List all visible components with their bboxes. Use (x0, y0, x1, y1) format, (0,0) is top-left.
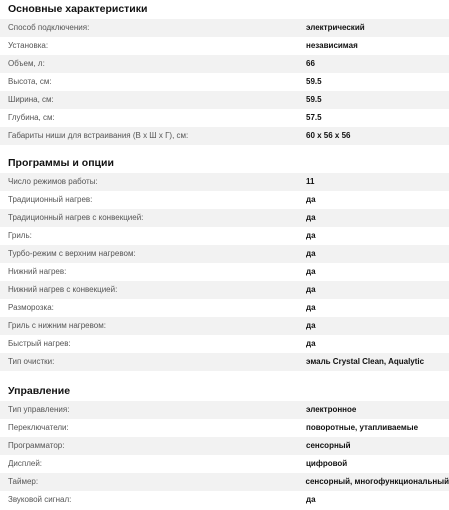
spec-label: Гриль с нижним нагревом: (0, 317, 306, 335)
spec-value: сенсорный (306, 437, 449, 455)
spec-row-programmer (0, 437, 449, 455)
spec-row-installation (0, 37, 449, 55)
spec-row-height (0, 73, 449, 91)
spec-label: Высота, см: (0, 73, 306, 91)
section-programs-options (0, 153, 449, 371)
spec-row-mode-count (0, 173, 449, 191)
spec-value: сенсорный, многофункциональный (306, 473, 449, 491)
spec-value: поворотные, утапливаемые (306, 419, 449, 437)
spec-row-connection (0, 19, 449, 37)
spec-row-defrost (0, 299, 449, 317)
spec-row-switches (0, 419, 449, 437)
spec-value: 11 (306, 173, 449, 191)
spec-label: Нижний нагрев: (0, 263, 306, 281)
spec-value: электронное (306, 401, 449, 419)
spec-row-control-type (0, 401, 449, 419)
spec-label: Переключатели: (0, 419, 306, 437)
spec-label: Таймер: (0, 473, 306, 491)
spec-value: да (306, 209, 449, 227)
spec-label: Нижний нагрев с конвекцией: (0, 281, 306, 299)
spec-value: да (306, 227, 449, 245)
spec-row-traditional-convection (0, 209, 449, 227)
spec-label: Гриль: (0, 227, 306, 245)
spec-value: 66 (306, 55, 449, 73)
spec-value: да (306, 317, 449, 335)
spec-label: Традиционный нагрев с конвекцией: (0, 209, 306, 227)
spec-row-display (0, 455, 449, 473)
section-title: Управление (0, 381, 449, 401)
spec-label: Глубина, см: (0, 109, 306, 127)
spec-label: Традиционный нагрев: (0, 191, 306, 209)
spec-row-sound-signal (0, 491, 449, 509)
spec-value: 57.5 (306, 109, 449, 127)
spec-row-depth (0, 109, 449, 127)
spec-value: да (306, 245, 449, 263)
spec-row-grill-bottom (0, 317, 449, 335)
spec-label: Тип очистки: (0, 353, 306, 371)
spec-value: 59.5 (306, 73, 449, 91)
spec-label: Турбо-режим с верхним нагревом: (0, 245, 306, 263)
spec-value: 59.5 (306, 91, 449, 109)
spec-row-traditional-heating (0, 191, 449, 209)
spec-row-fast-heating (0, 335, 449, 353)
spec-label: Дисплей: (0, 455, 306, 473)
spec-value: независимая (306, 37, 449, 55)
section-title: Основные характеристики (0, 0, 449, 19)
spec-label: Быстрый нагрев: (0, 335, 306, 353)
spec-value: да (306, 299, 449, 317)
spec-row-bottom-heating (0, 263, 449, 281)
spec-row-width (0, 91, 449, 109)
section-title: Программы и опции (0, 153, 449, 173)
spec-label: Установка: (0, 37, 306, 55)
spec-value: да (306, 191, 449, 209)
spec-row-niche-dimensions (0, 127, 449, 145)
spec-label: Объем, л: (0, 55, 306, 73)
section-controls (0, 381, 449, 509)
spec-label: Ширина, см: (0, 91, 306, 109)
spec-row-volume (0, 55, 449, 73)
spec-label: Разморозка: (0, 299, 306, 317)
spec-value: да (306, 335, 449, 353)
spec-row-turbo-top (0, 245, 449, 263)
spec-row-bottom-convection (0, 281, 449, 299)
spec-row-timer (0, 473, 449, 491)
spec-value: да (306, 491, 449, 509)
spec-label: Программатор: (0, 437, 306, 455)
spec-label: Способ подключения: (0, 19, 306, 37)
section-main-characteristics (0, 0, 449, 145)
spec-label: Число режимов работы: (0, 173, 306, 191)
spec-row-grill (0, 227, 449, 245)
spec-value: 60 x 56 x 56 (306, 127, 449, 145)
spec-label: Тип управления: (0, 401, 306, 419)
spec-value: эмаль Crystal Clean, Aqualytic (306, 353, 449, 371)
spec-value: цифровой (306, 455, 449, 473)
spec-value: электрический (306, 19, 449, 37)
spec-label: Габариты ниши для встраивания (В x Ш x Г), см: (0, 127, 306, 145)
spec-label: Звуковой сигнал: (0, 491, 306, 509)
spec-value: да (306, 281, 449, 299)
spec-row-cleaning-type (0, 353, 449, 371)
spec-value: да (306, 263, 449, 281)
